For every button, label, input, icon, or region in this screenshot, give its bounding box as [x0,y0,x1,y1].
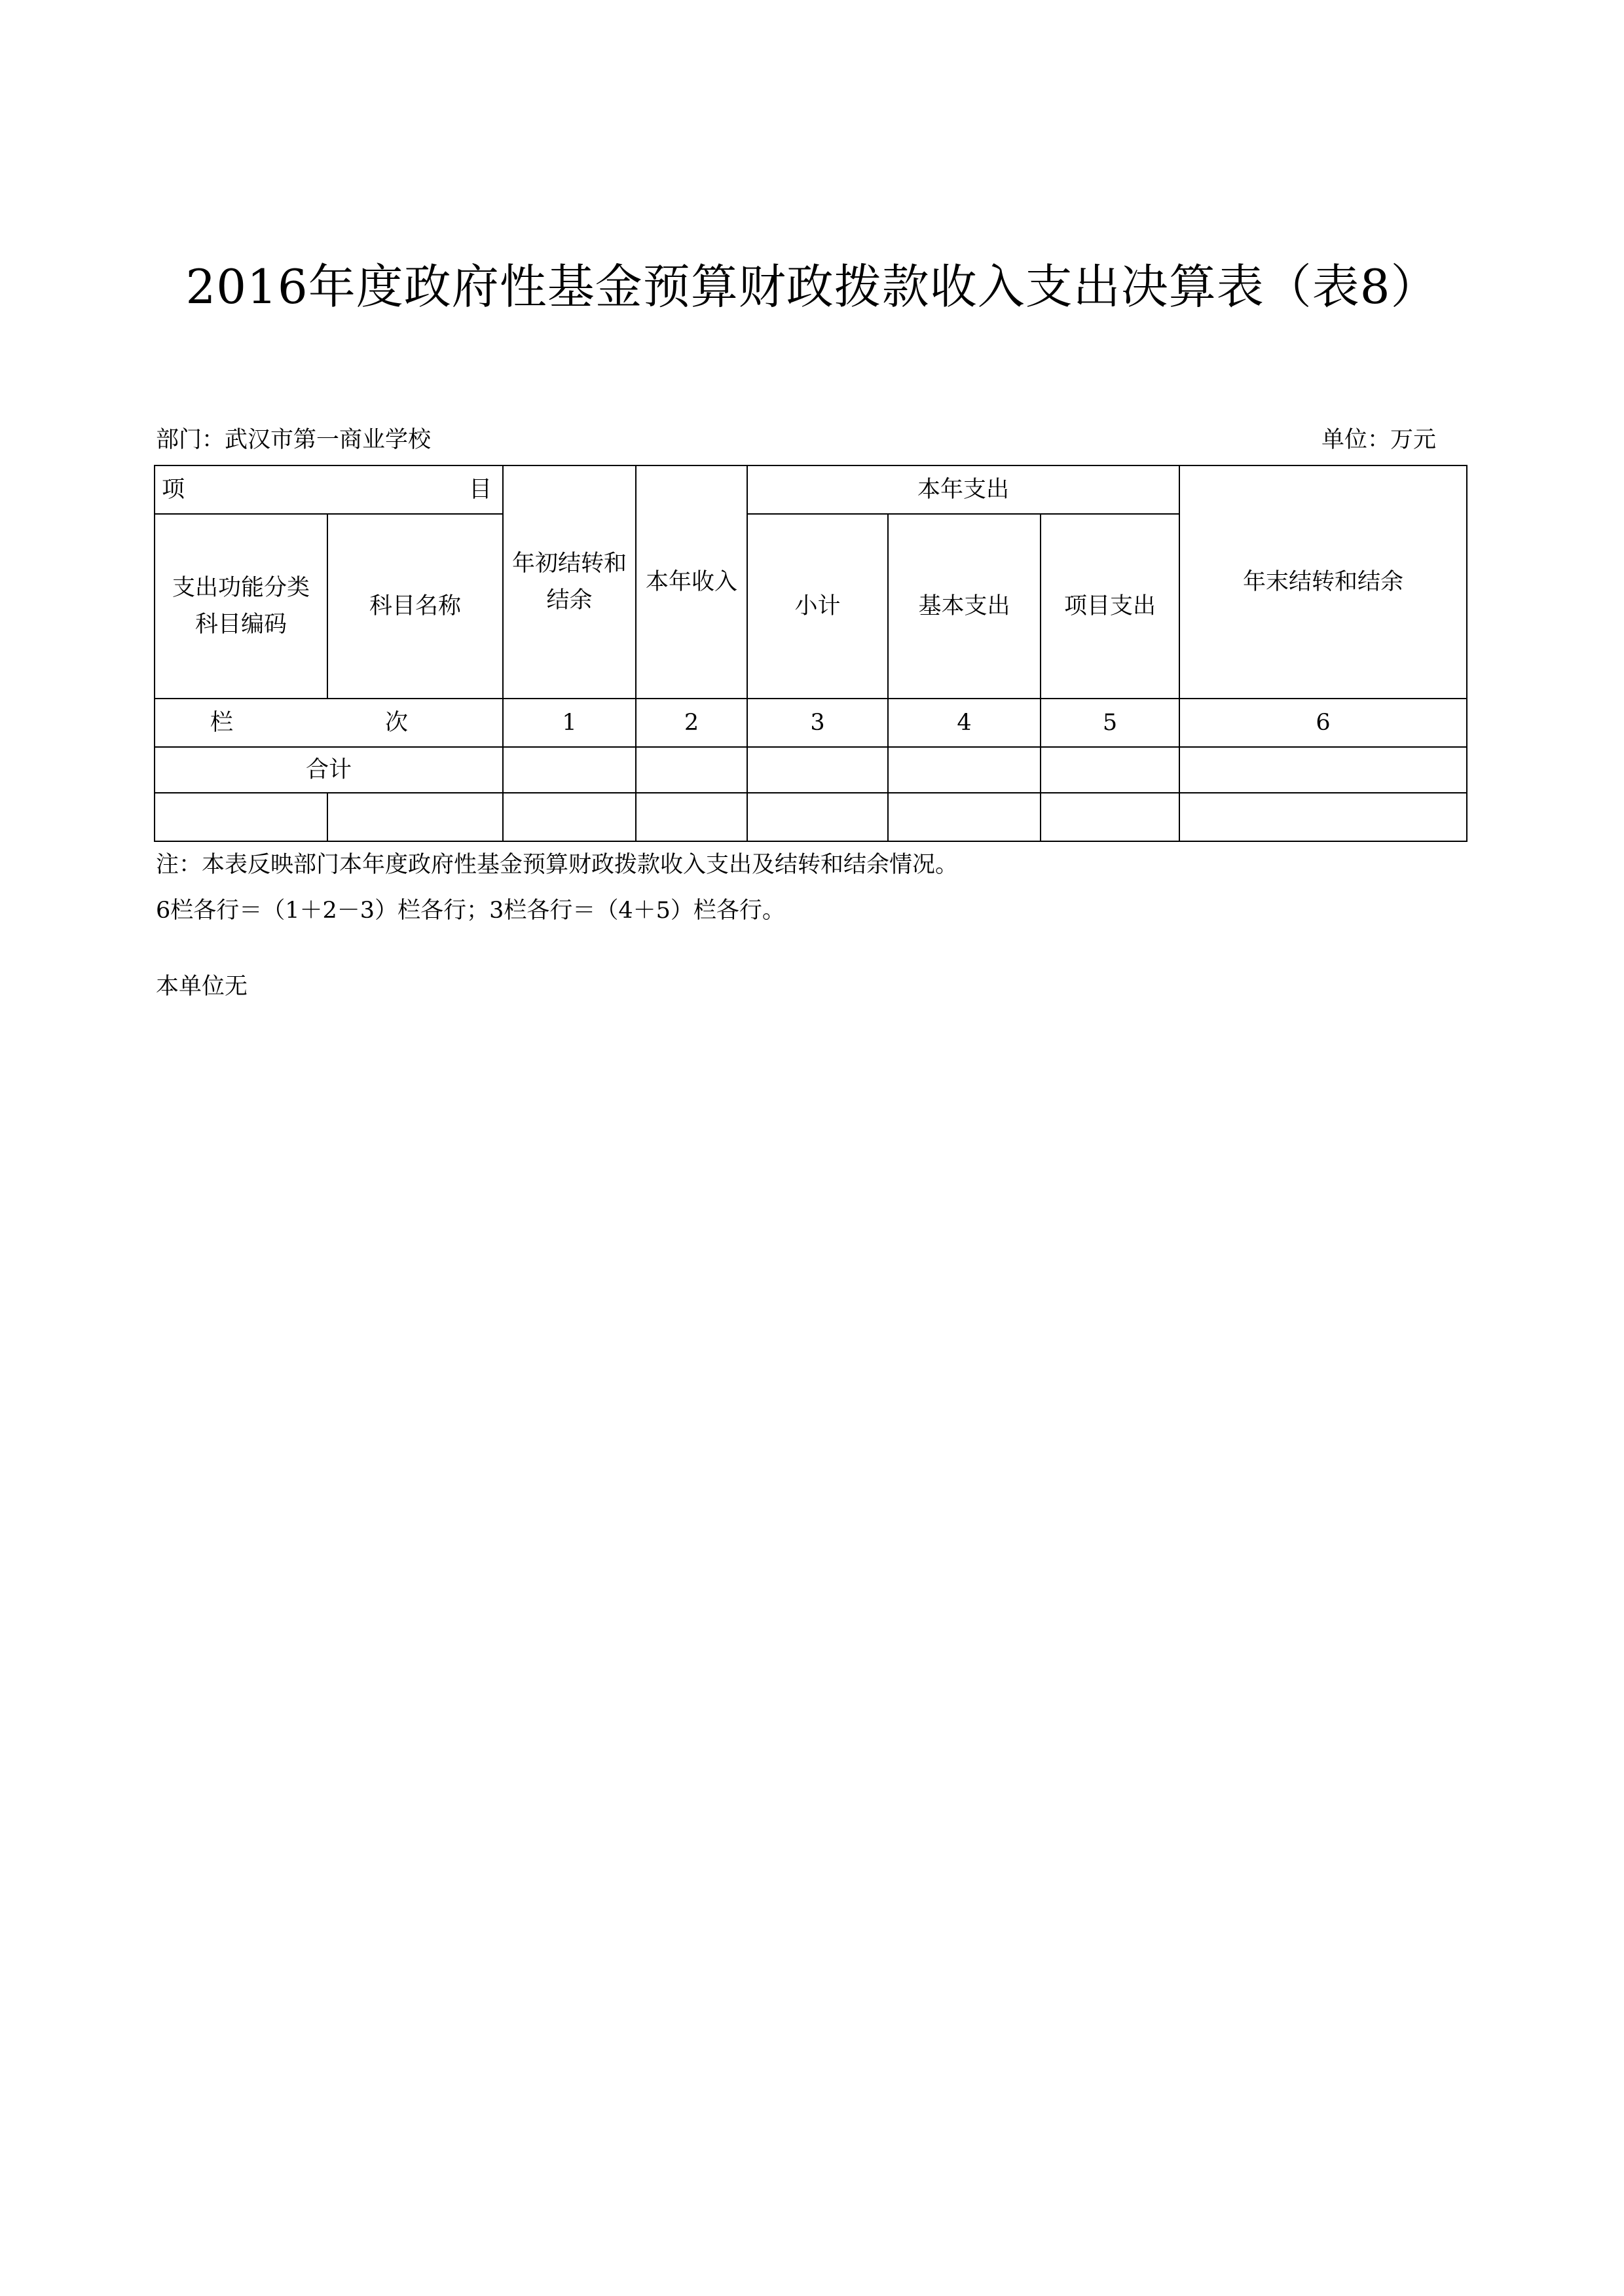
column-label-right: 次 [384,710,408,736]
empty-cell [888,793,1041,841]
empty-cell [1179,793,1467,841]
total-cell [1041,747,1179,793]
opening-balance-line2: 结余 [546,587,593,613]
column-number: 4 [888,699,1041,747]
closing-balance-header: 年末结转和结余 [1179,465,1467,699]
empty-cell [503,793,636,841]
function-code-line1: 支出功能分类 [172,575,310,601]
subject-name-header: 科目名称 [327,514,503,699]
empty-cell [155,793,327,841]
column-number: 1 [503,699,636,747]
total-cell [1179,747,1467,793]
column-number: 6 [1179,699,1467,747]
total-cell [747,747,888,793]
budget-table [154,465,1467,842]
opening-balance-line1: 年初结转和 [511,551,627,577]
column-number: 2 [636,699,747,747]
column-number-row [155,699,1467,747]
column-label-left: 栏 [210,710,234,736]
opening-balance-header [503,465,636,699]
empty-data-row [155,793,1467,841]
total-cell [636,747,747,793]
item-header-left: 项 [162,477,185,503]
empty-cell [747,793,888,841]
project-expenditure-header: 项目支出 [1041,514,1179,699]
total-label-cell: 合计 [155,747,503,793]
expenditure-group-header: 本年支出 [747,465,1179,514]
empty-cell [636,793,747,841]
department-label: 部门：武汉市第一商业学校 [156,427,432,453]
note-line-2: 6栏各行＝（1＋2－3）栏各行；3栏各行＝（4＋5）栏各行。 [156,898,785,924]
column-label-cell [155,699,503,747]
subtotal-header: 小计 [747,514,888,699]
total-row [155,747,1467,793]
total-cell [503,747,636,793]
header-row-1 [155,465,1467,514]
column-number: 5 [1041,699,1179,747]
note-line-1: 注：本表反映部门本年度政府性基金预算财政拨款收入支出及结转和结余情况。 [156,852,959,878]
total-cell [888,747,1041,793]
item-header-right: 目 [468,477,492,503]
column-number: 3 [747,699,888,747]
document-title: 2016年度政府性基金预算财政拨款收入支出决算表（表8） [185,259,1439,314]
item-header-cell [155,465,503,514]
empty-cell [327,793,503,841]
no-data-note: 本单位无 [156,974,248,1000]
function-code-line2: 科目编码 [194,611,287,638]
unit-label: 单位：万元 [1321,427,1436,453]
basic-expenditure-header: 基本支出 [888,514,1041,699]
empty-cell [1041,793,1179,841]
function-code-header [155,514,327,699]
income-header: 本年收入 [636,465,747,699]
